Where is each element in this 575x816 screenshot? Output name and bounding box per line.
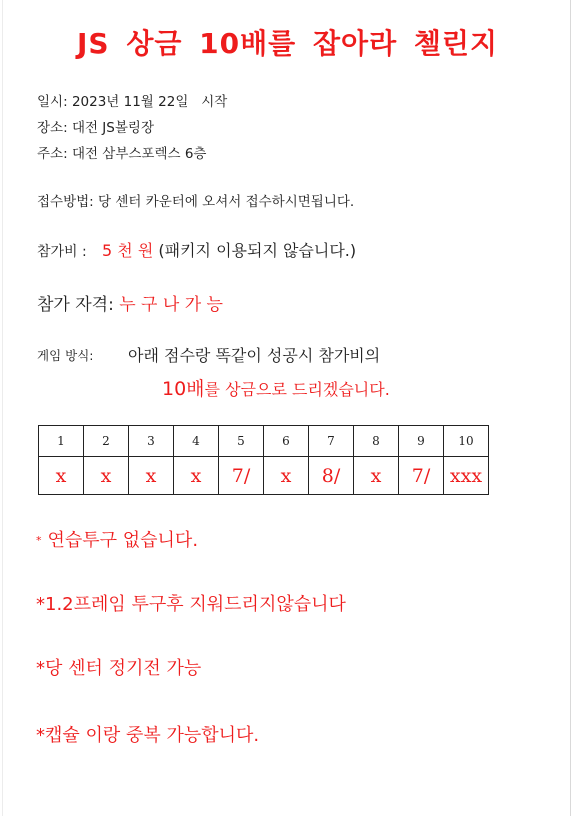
registration-value: 당 센터 카운터에 오셔서 접수하시면됩니다.: [98, 194, 355, 210]
registration-label: 접수방법:: [37, 194, 94, 210]
date-label: 일시:: [37, 94, 68, 110]
note-no-erase: *1.2프레임 투구후 지워드리지않습니다: [36, 594, 346, 615]
note-text: 연습투구 없습니다.: [47, 530, 199, 551]
frame-number-cell: 4: [174, 426, 219, 457]
place-line: [37, 116, 154, 136]
frame-mark-row: [39, 457, 489, 495]
game-description-line1: 아래 점수랑 똑같이 성공시 참가비의: [128, 346, 381, 365]
fee-amount: 5 천 원: [102, 241, 154, 260]
place-value: 대전 JS볼링장: [71, 120, 154, 136]
game-label: 게임 방식:: [37, 348, 94, 363]
address-label: 주소:: [37, 146, 68, 162]
score-table: [38, 425, 489, 495]
game-multiplier: 10배: [162, 378, 205, 400]
qualification-value: 누 구 나 가 능: [119, 295, 223, 315]
frame-mark-cell: x: [174, 457, 219, 495]
address-value: 대전 삼부스포렉스 6층: [71, 146, 207, 162]
frame-mark-cell: 7/: [219, 457, 264, 495]
frame-number-row: [39, 426, 489, 457]
frame-number-cell: 3: [129, 426, 174, 457]
place-label: 장소:: [37, 120, 68, 136]
frame-mark-cell: 8/: [309, 457, 354, 495]
frame-number-cell: 9: [399, 426, 444, 457]
frame-number-cell: 8: [354, 426, 399, 457]
note-regular-league: *당 센터 정기전 가능: [36, 658, 202, 679]
date-line: [37, 90, 227, 110]
qualification-label: 참가 자격:: [37, 295, 114, 315]
date-value: 2023년 11월 22일: [71, 94, 189, 110]
frame-number-cell: 6: [264, 426, 309, 457]
fee-note: (패키지 이용되지 않습니다.): [158, 241, 357, 260]
date-suffix: 시작: [201, 94, 228, 110]
frame-mark-cell: 7/: [399, 457, 444, 495]
frame-mark-cell: x: [354, 457, 399, 495]
frame-mark-cell: x: [39, 457, 84, 495]
note-star: *: [36, 534, 42, 547]
game-description-rest: 를 상금으로 드리겠습니다.: [204, 380, 390, 399]
fee-line: [37, 238, 356, 261]
note-no-practice: [36, 526, 198, 552]
frame-number-cell: 1: [39, 426, 84, 457]
registration-line: [37, 190, 354, 210]
note-capsule: *캡슐 이랑 중복 가능합니다.: [36, 725, 260, 746]
frame-number-cell: 5: [219, 426, 264, 457]
frame-number-cell: 2: [84, 426, 129, 457]
frame-mark-cell: x: [264, 457, 309, 495]
address-line: [37, 142, 206, 162]
frame-mark-cell: xxx: [444, 457, 489, 495]
page-title: JS 상금 10배를 잡아라 첼린지: [76, 27, 499, 60]
frame-mark-cell: x: [129, 457, 174, 495]
fee-label: 참가비 :: [37, 244, 87, 260]
frame-mark-cell: x: [84, 457, 129, 495]
game-description-line2: [162, 374, 390, 401]
frame-number-cell: 10: [444, 426, 489, 457]
frame-number-cell: 7: [309, 426, 354, 457]
qualification-line: [37, 290, 223, 315]
